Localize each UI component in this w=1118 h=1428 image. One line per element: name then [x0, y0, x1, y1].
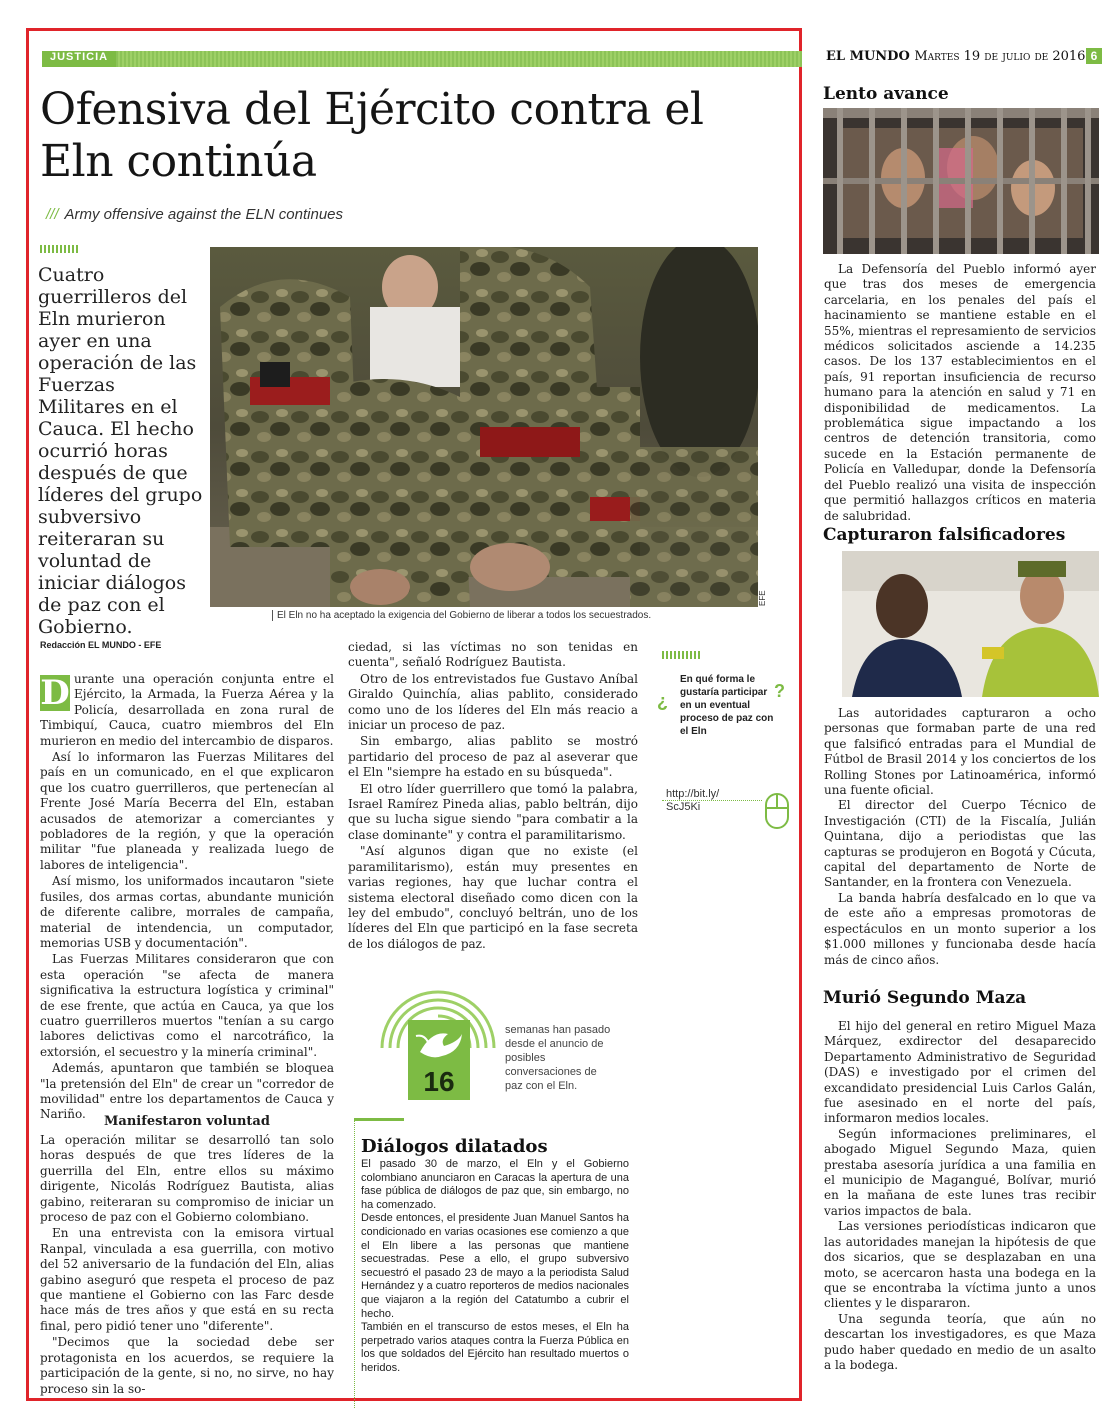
paragraph: "Decimos que la sociedad debe ser protagonista en los acuerdos, se requiere la participación de la gente, si no, no sirve, no hay proceso sin la so-: [40, 1335, 334, 1396]
mouse-icon: [764, 790, 790, 830]
paragraph: La operación militar se desarrolló tan solo horas después de que tres líderes de la guerrilla del Eln, entre ellos su máximo dirigente, Nicolás Rodríguez Bautista, alias gabino, reiteraran su compromiso de iniciar un proceso de paz con el Gobierno colombiano.: [40, 1133, 334, 1225]
brief-body: [824, 706, 1096, 968]
paragraph: ciedad, si las víctimas no son tenidas en cuenta", señaló Rodríguez Bautista.: [348, 640, 638, 670]
paragraph: Otro de los entrevistados fue Gustavo Aníbal Giraldo Quinchía, alias pablito, considerado como uno de los líderes del Eln más reacio a iniciar un proceso de paz.: [348, 671, 638, 733]
paragraph: Sin embargo, alias pablito se mostró partidario del proceso de paz al aseverar que el Eln "siempre ha estado en su búsqueda".: [348, 734, 638, 780]
dialogos-body: [361, 1158, 629, 1376]
paragraph: Las autoridades capturaron a ocho personas que formaban parte de una red que falsificó entradas para el Mundial de Fútbol de Brasil 2014 y los conciertos de los Rolling Stones por Latinoamérica, informó una fuente oficial.: [824, 706, 1096, 798]
masthead: [826, 49, 1085, 64]
dialogos-title: Diálogos dilatados: [361, 1136, 548, 1157]
section-tag-bar: [42, 51, 802, 67]
paragraph: Así mismo, los uniformados incautaron "siete fusiles, dos armas cortas, abundante munición de diferente calibre, morrales de campaña, material de intendencia, un computador, memorias USB y documentación".: [40, 874, 334, 950]
paragraph: Además, apuntaron que también se bloquea "la pretensión del Eln" de crear un "corredor de movilidad" entre los departamentos de Cauca y Nariño.: [40, 1061, 334, 1122]
paragraph: Una segunda teoría, que aún no descartan los investigadores, es que Maza pudo haber quedado en medio de un asalto a la bodega.: [824, 1311, 1096, 1372]
paragraph: La banda habría desfalcado en lo que va de este año a empresas promotoras de espectáculos en un monto superior a los $1.000 millones y funcionaba desde hacía más de cinco años.: [824, 890, 1096, 967]
stat-number: 16: [423, 1066, 455, 1097]
photo-credit: EFE: [758, 590, 767, 606]
lead-marker: [40, 245, 80, 253]
paragraph: Así lo informaron las Fuerzas Militares del país en un comunicado, en el que explicaron que los cuatro guerrilleros, que pertenecían al Frente José María Becerra del Eln, estaban acusados de atemorizar a comerciantes y pobladores de la región, y que la operación militar "fue planeada y realizada luego de labores de inteligencia".: [40, 750, 334, 872]
paragraph: Desde entonces, el presidente Juan Manuel Santos ha condicionado en varias ocasiones ese comienzo a que el Eln libere a las personas que mantiene secuestradas. Pese a ello, el grupo subversivo secuestró el pasado 23 de mayo a la periodista Salud Hernández y a cuatro reporteros de medios nacionales que viajaron a la región del Catatumbo a cubrir el hecho.: [361, 1212, 629, 1320]
brief-heading: Murió Segundo Maza: [823, 988, 1027, 1008]
brief-body: [824, 262, 1096, 524]
lead-text: Cuatro guerrilleros del Eln murieron ayer en una operación de las Fuerzas Militares en el Cauca. El hecho ocurrió horas después de que líderes del grupo subversivo reiteraran su voluntad de iniciar diálogos de paz con el Gobierno.: [38, 264, 203, 638]
link-underline: [662, 800, 762, 801]
arrest-photo: [842, 551, 1099, 697]
paragraph: La Defensoría del Pueblo informó ayer que tras dos meses de emergencia carcelaria, en los penales del país el hacinamiento se mantiene estable en el 55%, mientras el represamiento de servicios médicos solicitados asciende a 14.235 casos. De los 137 establecimientos en el país, 91 reportan insuficiencia de recurso humano para la atención en salud y 71 en disponibilidad de medicamentos. La problemática sigue impactando a los centros de detención transitoria, como sucede en la Estación permanente de Policía en Valledupar, donde la Defensoría del Pueblo realizó una visita de inspección que permitió hallazgos críticos en materia de salubridad.: [824, 262, 1096, 523]
section-label: JUSTICIA: [42, 51, 116, 67]
photo-caption: El Eln no ha aceptado la exigencia del Gobierno de liberar a todos los secuestrados.: [272, 610, 651, 621]
poll-box: [657, 673, 785, 738]
paragraph: En una entrevista con la emisora virtual Ranpal, vinculada a esa guerrilla, con motivo del 52 aniversario de la fundación del Eln, alias gabino aseguró que respeta el proceso de paz que mantiene el Gobierno con las Farc desde hace más de tres años y que está en su recta final, pero pidió tener uno "diferente".: [40, 1226, 334, 1333]
paragraph: urante una operación conjunta entre el Ejército, la Armada, la Fuerza Aérea y la Policía, desarrollada en zona rural de Timbiquí, Cauca, cuatro miembros del Eln murieron en medio del intercambio de disparos.: [40, 672, 334, 748]
dialogos-rule: [354, 1118, 404, 1121]
main-photo-soldiers: [210, 247, 758, 607]
question-open-icon: ¿: [657, 691, 668, 711]
prison-bars-illustration: [823, 108, 1099, 254]
stat-text: semanas han pasado desde el anuncio de posibles conversaciones de paz con el Eln.: [505, 1024, 611, 1092]
article-column-2: [348, 640, 638, 953]
slashes-decoration: ///: [46, 206, 59, 223]
dialogos-side-rule: [354, 1118, 356, 1408]
paragraph: El otro líder guerrillero que tomó la palabra, Israel Ramírez Pineda alias, pablo beltrán, dijo que su lucha sigue siendo "para combatir a la clase dominante" y contra el paramilitarismo.: [348, 781, 638, 842]
brief-body: [824, 1019, 1096, 1373]
arrest-illustration: [842, 551, 1099, 697]
stat-graphic: [378, 990, 498, 1100]
paragraph: Las versiones periodísticas indicaron que las autoridades manejan la hipótesis de que dos sicarios, que se desplazaban en una moto, se acercaron hasta una bodega en la que se encontraba la víctima junto a unos clientes y le dispararon.: [824, 1219, 1096, 1311]
poll-link[interactable]: http://bit.ly/ ScJ5Ki: [666, 788, 720, 813]
paragraph: "Así algunos digan que no existe (el paramilitarismo), están muy presentes en varias regiones, hay que luchar contra el sistema electoral diseñado como dicen con la ley del embudo", concluyó beltrán, uno de los líderes del Eln que participó en la fase secreta de los diálogos de paz.: [348, 844, 638, 951]
paragraph: El director del Cuerpo Técnico de Investigación (CTI) de la Fiscalía, Julián Quintana, dijo a periodistas que las capturas se produjeron en Bogotá y Cúcuta, capital del departamento de Norte de Santander, en la frontera con Venezuela.: [824, 798, 1096, 890]
paragraph: Según informaciones preliminares, el abogado Miguel Segundo Maza, quien prestaba asesoría jurídica a una familia en el municipio de Magangué, Bolívar, murió en la mañana de este lunes tras recibir varios impactos de bala.: [824, 1126, 1096, 1218]
paragraph: El hijo del general en retiro Miguel Maza Márquez, exdirector del desaparecido Departamento Administrativo de Seguridad (DAS) e investigado por el crimen del excandidato presidencial Luis Carlos Galán, fue asesinado en el norte del país, informaron medios locales.: [824, 1019, 1096, 1126]
subheadline-row: [46, 206, 343, 223]
edition-date: Martes 19 de julio de 2016: [914, 49, 1086, 64]
paragraph: Las Fuerzas Militares consideraron que con esta operación "se afecta de manera significativa la estructura logística y criminal" de ese frente, que actúa en Cauca, ya que los cuatro guerrilleros muertos "tenían a su cargo labores delictivas como el narcotráfico, la extorsión, el secuestro y la minería criminal".: [40, 952, 334, 1059]
brief-heading: Capturaron falsificadores: [823, 525, 1066, 545]
paper-name: EL MUNDO: [826, 49, 910, 64]
prison-photo: [823, 108, 1099, 254]
paragraph: También en el transcurso de estos meses, el Eln ha perpetrado varios ataques contra la Fuerza Pública en los que soldados del Ejército han resultado muertos o heridos.: [361, 1321, 629, 1374]
poll-marker: [662, 651, 700, 659]
soldiers-illustration: [210, 247, 758, 607]
intertitle: Manifestaron voluntad: [104, 1114, 270, 1129]
paragraph: El pasado 30 de marzo, el Eln y el Gobierno colombiano anunciaron en Caracas la apertura de una fase pública de diálogos de paz que, sin embargo, no ha comenzado.: [361, 1158, 629, 1211]
question-close-icon: ?: [774, 681, 785, 701]
article-column-1-continued: [40, 1133, 334, 1398]
headline: Ofensiva del Ejército contra el Eln continúa: [40, 84, 704, 187]
dropcap: D: [40, 673, 70, 713]
page-number: 6: [1086, 48, 1102, 64]
poll-question: En qué forma le gustaría participar en un eventual proceso de paz con el Eln: [680, 674, 774, 737]
byline: Redacción EL MUNDO - EFE: [40, 640, 162, 650]
brief-heading: Lento avance: [823, 84, 949, 104]
article-column-1: [40, 672, 334, 1124]
subheadline: Army offensive against the ELN continues: [64, 206, 343, 223]
